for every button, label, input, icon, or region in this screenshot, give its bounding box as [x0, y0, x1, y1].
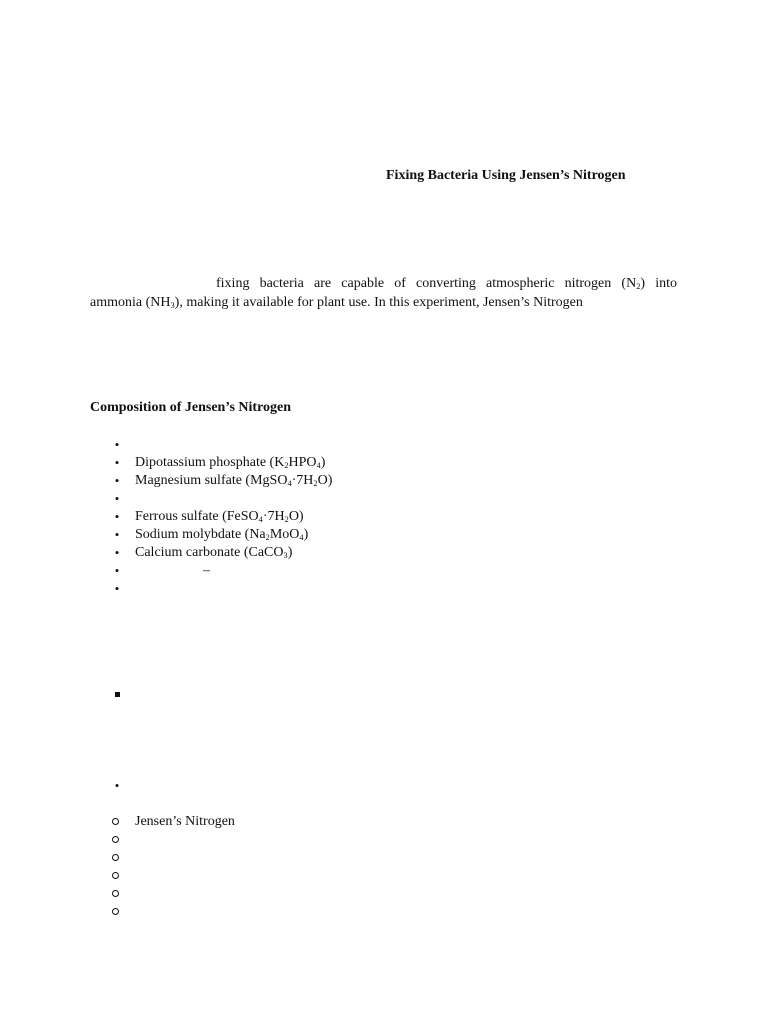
circle-bullet-icon — [112, 818, 119, 825]
bullet-disc-icon: • — [114, 455, 120, 470]
intro-paragraph — [90, 275, 677, 313]
subscript: 2 — [636, 282, 641, 292]
sublist-item-text: Jensen’s Nitrogen — [135, 814, 235, 829]
circle-bullet-icon — [112, 908, 119, 915]
list-item-text: Magnesium sulfate $(MgSO_4\cdot 7H_2O)$ — [135, 473, 333, 489]
bullet-disc-icon: • — [114, 527, 120, 542]
subscript: 3 — [170, 301, 175, 311]
intro-text: ammonia (NH — [90, 295, 171, 310]
circle-bullet-icon — [112, 854, 119, 861]
circle-bullet-icon — [112, 836, 119, 843]
bullet-disc-icon: • — [114, 563, 120, 578]
bullet-disc-icon: • — [114, 473, 120, 488]
intro-text: ), making it available for plant use. In this experiment, Jensen’s Nitrogen — [174, 295, 583, 310]
bullet-disc-icon: • — [114, 581, 120, 596]
intro-line-2 — [90, 294, 677, 313]
list-item-text: Dipotassium phosphate $(K_2HPO_4)$ — [135, 455, 326, 471]
list-item-text: Ferrous sulfate $(FeSO_4\cdot 7H_2O)$ — [135, 509, 304, 525]
document-title: Fixing Bacteria Using Jensen’s Nitrogen — [386, 168, 626, 183]
square-bullet-icon — [115, 692, 120, 697]
circle-bullet-icon — [112, 890, 119, 897]
intro-text: ) into — [640, 276, 677, 291]
bullet-disc-icon: • — [114, 509, 120, 524]
list-item-dash: – — [203, 563, 210, 578]
intro-line-1 — [90, 275, 677, 294]
bullet-disc-icon: • — [114, 491, 120, 506]
bullet-disc-icon: • — [114, 437, 120, 452]
bullet-disc-icon: • — [114, 778, 120, 793]
composition-heading: Composition of Jensen’s Nitrogen — [90, 400, 292, 415]
list-item-text: Calcium carbonate (CaCO$_3$) — [135, 545, 293, 561]
list-item-text: Sodium molybdate $(Na_2MoO_4)$ — [135, 527, 309, 543]
circle-bullet-icon — [112, 872, 119, 879]
bullet-disc-icon: • — [114, 545, 120, 560]
intro-text: fixing bacteria are capable of converting atmospheric nitrogen (N — [216, 276, 637, 291]
